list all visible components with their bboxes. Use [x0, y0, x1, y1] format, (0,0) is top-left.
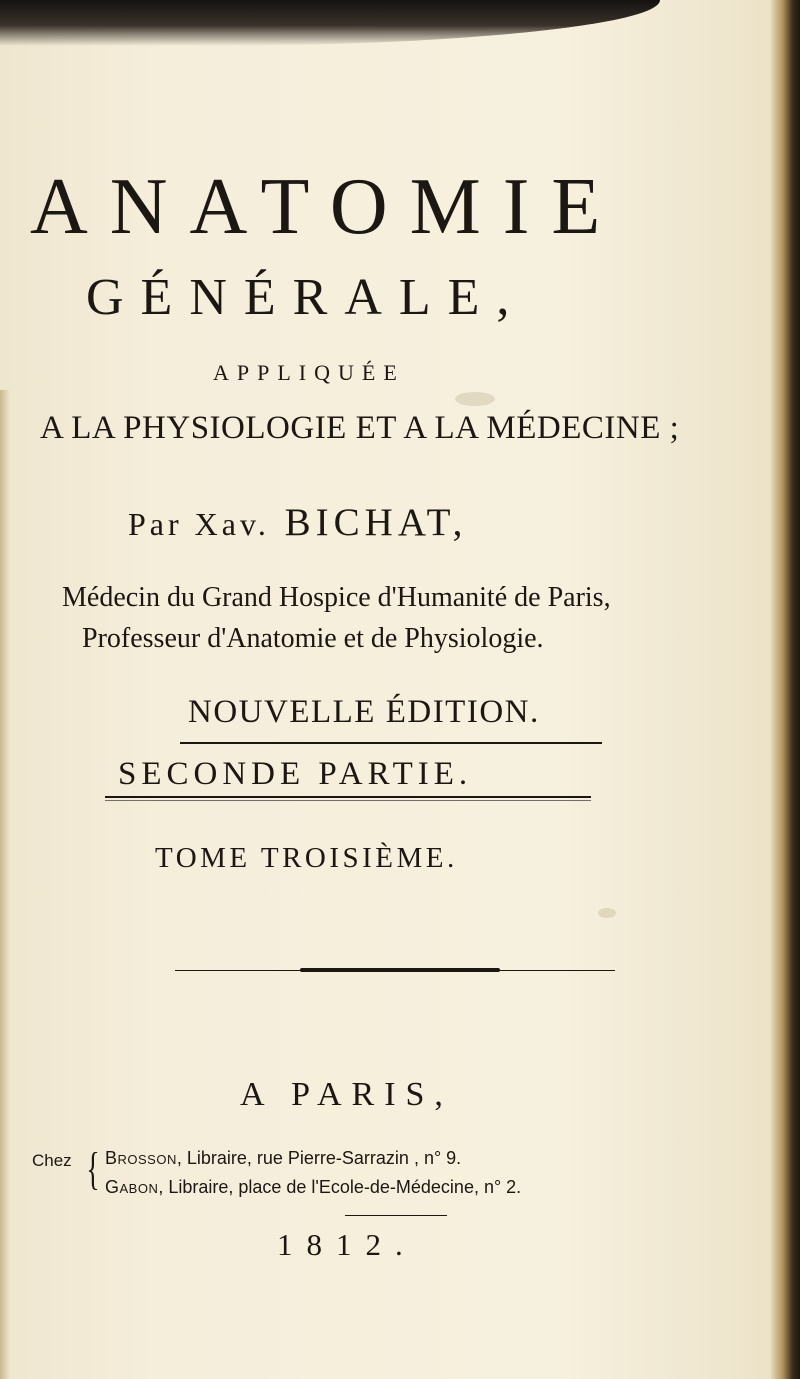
- paper-stain: [598, 908, 616, 918]
- book-subtitle: GÉNÉRALE,: [86, 269, 527, 326]
- rule-above-part: [180, 742, 602, 744]
- author-role-line-1: Médecin du Grand Hospice d'Humanité de Paris,: [62, 582, 611, 613]
- author-role-line-2: Professeur d'Anatomie et de Physiologie.: [82, 623, 544, 654]
- imprint-chez: Chez: [32, 1151, 72, 1170]
- page-edge-left: [0, 390, 10, 1379]
- page-shadow-top: [0, 0, 660, 46]
- edition-line: NOUVELLE ÉDITION.: [188, 694, 540, 730]
- imprint-publisher-1: [105, 1148, 461, 1169]
- page-edge-right: [770, 0, 800, 1379]
- part-line: SECONDE PARTIE.: [118, 756, 473, 792]
- imprint-year: 1812.: [277, 1227, 417, 1262]
- rule-below-part-thin: [105, 800, 591, 801]
- publisher-1-name: Brosson: [105, 1148, 177, 1168]
- publisher-2-address: , Libraire, place de l'Ecole-de-Médecine, n° 2.: [158, 1177, 522, 1197]
- imprint-publisher-2: [105, 1177, 521, 1198]
- applied-heading: APPLIQUÉE: [213, 360, 405, 385]
- imprint-city: A PARIS,: [240, 1076, 453, 1113]
- imprint-brace: {: [86, 1143, 100, 1194]
- volume-line: TOME TROISIÈME.: [155, 842, 458, 874]
- paper-stain: [455, 392, 495, 406]
- applied-to-line: A LA PHYSIOLOGIE ET A LA MÉDECINE ;: [40, 410, 680, 446]
- ornament-rule-thick: [300, 968, 500, 972]
- author-name: BICHAT,: [284, 501, 468, 544]
- author-line: [128, 500, 467, 545]
- publisher-2-name: Gabon: [105, 1177, 159, 1197]
- publisher-1-address: , Libraire, rue Pierre-Sarrazin , n° 9.: [176, 1148, 462, 1168]
- rule-below-part: [105, 796, 591, 798]
- rule-above-year: [345, 1215, 447, 1216]
- book-title: ANATOMIE: [30, 163, 623, 251]
- author-prefix: Par Xav.: [128, 506, 270, 542]
